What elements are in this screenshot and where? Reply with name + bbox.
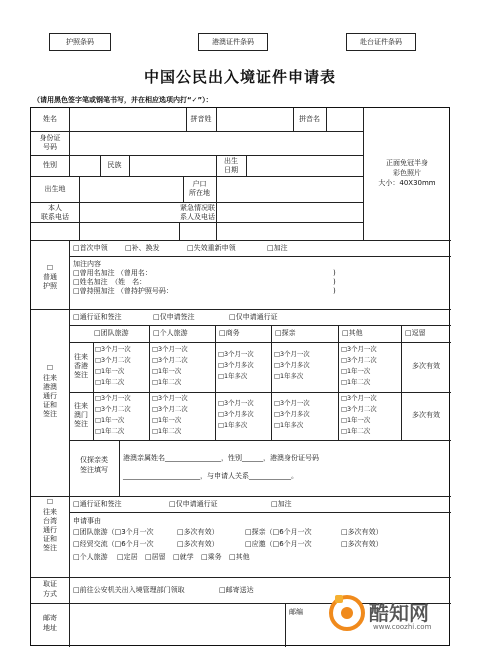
name-label: 姓名 — [43, 115, 57, 123]
id-number-label-1: 身份证 — [39, 134, 61, 142]
site-watermark — [315, 583, 465, 653]
pickup-mail[interactable]: □邮寄送达 — [219, 586, 254, 594]
passport-reissue[interactable]: □补、换发 — [125, 244, 160, 252]
hkmo-cat-group[interactable]: □团队旅游 — [94, 329, 129, 337]
id-number-field[interactable] — [71, 133, 361, 153]
pickup-label-2: 方式 — [43, 590, 57, 598]
endorse-close-2: ) — [333, 278, 336, 286]
hukou-field[interactable] — [218, 178, 361, 200]
hk-family-opt-1[interactable]: □3个月一次 — [274, 350, 310, 358]
passport-first-apply[interactable]: □首次申领 — [73, 244, 108, 252]
birthplace-label: 出生地 — [44, 185, 66, 193]
photo-note-3: 大小：40X30mm — [378, 179, 436, 187]
mo-other-opt-1[interactable]: □3个月一次 — [341, 394, 377, 402]
hkmo-label-3: 通行 — [43, 392, 57, 400]
mo-family-opt-3[interactable]: □1年多次 — [274, 421, 304, 429]
pickup-label-1: 取证 — [43, 580, 57, 588]
hukou-label-2: 所在地 — [189, 189, 210, 197]
taiwan-barcode-box — [346, 33, 416, 51]
passport-barcode-box — [49, 33, 111, 51]
hk-biz-opt-1[interactable]: □3个月一次 — [218, 350, 254, 358]
relative-label-2: 签注填写 — [80, 466, 108, 474]
hkmo-permit-only[interactable]: □仅申请通行证 — [229, 313, 278, 321]
hk-other-opt-4[interactable]: □1年二次 — [341, 378, 371, 386]
mo-indiv-opt-4[interactable]: □1年二次 — [152, 427, 182, 435]
hk-label-3: 签注 — [74, 371, 88, 379]
emergency-field[interactable] — [218, 204, 361, 238]
taiwan-trade[interactable]: □经贸交流（□6个月一次 — [73, 540, 154, 548]
hkmo-cat-family[interactable]: □探亲 — [275, 329, 296, 337]
relative-info-line-2[interactable]: ______________________，与申请人关系____________。 — [123, 472, 298, 480]
mo-stay-multi: 多次有效 — [412, 411, 440, 419]
hkmo-label-1: 往来 — [43, 374, 57, 382]
mo-group-opt-4[interactable]: □1年二次 — [95, 427, 125, 435]
mo-other-opt-4[interactable]: □1年二次 — [341, 427, 371, 435]
passport-barcode-label: 护照条码 — [66, 38, 94, 46]
hk-indiv-opt-3[interactable]: □1年一次 — [152, 367, 182, 375]
ethnicity-field[interactable] — [131, 157, 214, 174]
mo-family-opt-1[interactable]: □3个月一次 — [274, 399, 310, 407]
hk-label-2: 香港 — [74, 362, 88, 370]
mo-family-opt-2[interactable]: □3个月多次 — [274, 410, 310, 418]
hk-family-opt-2[interactable]: □3个月多次 — [274, 361, 310, 369]
mo-label-1: 往来 — [74, 402, 88, 410]
taiwan-permit-only[interactable]: □仅申请通行证 — [169, 500, 218, 508]
taiwan-group-multi[interactable]: □多次有效） — [177, 528, 219, 536]
taiwan-individual[interactable]: □个人旅游 — [73, 553, 108, 561]
endorse-name[interactable]: □姓名加注 （姓 名： — [73, 278, 147, 286]
relative-label-1: 仅探亲类 — [80, 456, 108, 464]
taiwan-group-tour[interactable]: □团队旅游（□3个月一次 — [73, 528, 154, 536]
photo-note-2: 彩色照片 — [393, 169, 421, 177]
mo-group-opt-1[interactable]: □3个月一次 — [95, 394, 131, 402]
form-title: 中国公民出入境证件申请表 — [143, 68, 336, 86]
mail-label-1: 邮寄 — [43, 614, 57, 622]
taiwan-reside[interactable]: □居留 — [145, 553, 166, 561]
hkmo-label-4: 证和 — [43, 401, 57, 409]
hk-indiv-opt-4[interactable]: □1年二次 — [152, 378, 182, 386]
hkmo-label-5: 签注 — [43, 410, 57, 418]
contact-label-1: 本人 — [48, 204, 62, 212]
pinyin-surname-field[interactable] — [219, 110, 289, 129]
taiwan-crew[interactable]: □乘务 — [201, 553, 222, 561]
mail-label-2: 地址 — [43, 624, 57, 632]
mo-label-2: 澳门 — [74, 411, 88, 419]
taiwan-permit-and-endorse[interactable]: □通行证和签注 — [73, 500, 122, 508]
watermark-brand: 酷知网 — [369, 601, 429, 625]
pinyin-given-label: 拼音名 — [299, 115, 320, 123]
mo-other-opt-3[interactable]: □1年一次 — [341, 416, 371, 424]
contact-field[interactable] — [81, 204, 177, 238]
hkmo-cat-business[interactable]: □商务 — [219, 329, 240, 337]
emergency-label-1: 紧急情况联 — [180, 204, 215, 212]
taiwan-label-5: 签注 — [43, 544, 57, 552]
hk-other-opt-1[interactable]: □3个月一次 — [341, 345, 377, 353]
endorse-prior-passport[interactable]: □曾持照加注 （曾持护照号码： — [73, 287, 173, 295]
hkmo-barcode-box — [198, 33, 268, 51]
mo-biz-opt-1[interactable]: □3个月一次 — [218, 399, 254, 407]
hkmo-checkbox-icon[interactable]: ☐ — [46, 364, 54, 372]
relative-info-line-1[interactable]: 港澳亲属姓名________________，性别______，港澳身份证号码 — [123, 454, 319, 462]
taiwan-label-4: 证和 — [43, 535, 57, 543]
passport-checkbox-icon[interactable]: ☐ — [46, 264, 54, 272]
birth-date-label-2: 日期 — [224, 166, 238, 174]
id-number-label-2: 号码 — [43, 143, 57, 151]
taiwan-invited-multi[interactable]: □多次有效） — [341, 540, 383, 548]
mo-other-opt-2[interactable]: □3个月二次 — [341, 405, 377, 413]
watermark-url: www.coozhi.com — [373, 623, 432, 631]
taiwan-settle[interactable]: □定居 — [117, 553, 138, 561]
form-instruction: （请用黑色签字笔或钢笔书写，并在相应选项内打“✓”）： — [33, 96, 213, 104]
mo-biz-opt-2[interactable]: □3个月多次 — [218, 410, 254, 418]
endorse-close-3: ) — [333, 287, 336, 295]
taiwan-label-3: 通行 — [43, 526, 57, 534]
endorse-close-1: ) — [333, 269, 336, 277]
hk-group-opt-2[interactable]: □3个月二次 — [95, 356, 131, 364]
hukou-label-1: 户口 — [192, 180, 207, 188]
birthplace-field[interactable] — [81, 178, 181, 200]
postcode-label: 邮编 — [289, 608, 303, 616]
gender-field[interactable] — [71, 157, 98, 174]
birth-date-field[interactable] — [248, 157, 361, 174]
passport-invalid-reapply[interactable]: □失效重新申领 — [187, 244, 236, 252]
contact-label-2: 联系电话 — [41, 213, 69, 221]
endorse-former-name[interactable]: □曾用名加注 （曾用名： — [73, 269, 152, 277]
mo-biz-opt-3[interactable]: □1年多次 — [218, 421, 248, 429]
pinyin-given-field[interactable] — [329, 110, 361, 129]
taiwan-trade-multi[interactable]: □多次有效） — [177, 540, 219, 548]
ethnicity-label: 民族 — [107, 161, 122, 169]
hk-group-opt-1[interactable]: □3个月一次 — [95, 345, 131, 353]
taiwan-checkbox-icon[interactable]: ☐ — [46, 498, 54, 506]
gender-label: 性别 — [43, 161, 57, 169]
mo-indiv-opt-3[interactable]: □1年一次 — [152, 416, 182, 424]
mail-address-field[interactable] — [72, 606, 282, 644]
mo-indiv-opt-2[interactable]: □3个月二次 — [152, 405, 188, 413]
taiwan-reason-title: 申请事由 — [73, 517, 101, 525]
mo-indiv-opt-1[interactable]: □3个月一次 — [152, 394, 188, 402]
hk-group-opt-4[interactable]: □1年二次 — [95, 378, 125, 386]
taiwan-family-multi[interactable]: □多次有效） — [341, 528, 383, 536]
mo-label-3: 签注 — [74, 420, 88, 428]
photo-note-1: 正面免冠半身 — [386, 159, 428, 167]
taiwan-other[interactable]: □其他 — [229, 553, 250, 561]
hk-indiv-opt-1[interactable]: □3个月一次 — [152, 345, 188, 353]
emergency-label-2: 系人及电话 — [180, 213, 215, 221]
hkmo-cat-individual[interactable]: □个人旅游 — [153, 329, 188, 337]
hk-other-opt-3[interactable]: □1年一次 — [341, 367, 371, 375]
passport-endorse[interactable]: □加注 — [267, 244, 288, 252]
hkmo-cat-stay[interactable]: □逗留 — [405, 329, 426, 337]
taiwan-endorse[interactable]: □加注 — [271, 500, 292, 508]
birth-date-label-1: 出生 — [224, 157, 238, 165]
hk-family-opt-3[interactable]: □1年多次 — [274, 372, 304, 380]
hkmo-cat-other[interactable]: □其他 — [342, 329, 363, 337]
hk-indiv-opt-2[interactable]: □3个月二次 — [152, 356, 188, 364]
name-field[interactable] — [71, 110, 183, 129]
taiwan-family-visit[interactable]: □探亲（□6个月一次 — [245, 528, 312, 536]
hk-other-opt-2[interactable]: □3个月二次 — [341, 356, 377, 364]
hk-biz-opt-3[interactable]: □1年多次 — [218, 372, 248, 380]
taiwan-study[interactable]: □就学 — [173, 553, 194, 561]
hkmo-label-2: 港澳 — [43, 383, 57, 391]
hk-label-1: 往来 — [74, 353, 88, 361]
taiwan-label-1: 往来 — [43, 508, 57, 516]
hk-biz-opt-2[interactable]: □3个月多次 — [218, 361, 254, 369]
taiwan-barcode-label: 赴台证件条码 — [360, 38, 402, 46]
endorse-title: 加注内容 — [73, 260, 101, 268]
hkmo-endorse-only[interactable]: □仅申请签注 — [153, 313, 195, 321]
passport-label-1: 普通 — [43, 273, 57, 281]
mo-group-opt-2[interactable]: □3个月二次 — [95, 405, 131, 413]
hk-stay-multi: 多次有效 — [412, 362, 440, 370]
hkmo-permit-and-endorse[interactable]: □通行证和签注 — [73, 313, 122, 321]
application-form — [30, 107, 450, 646]
photo-area — [365, 158, 449, 188]
pickup-in-person[interactable]: □前往公安机关出入境管理部门领取 — [73, 586, 185, 594]
mo-group-opt-3[interactable]: □1年一次 — [95, 416, 125, 424]
hk-group-opt-3[interactable]: □1年一次 — [95, 367, 125, 375]
taiwan-label-2: 台湾 — [43, 517, 57, 525]
taiwan-invited[interactable]: □应邀（□6个月一次 — [245, 540, 312, 548]
hkmo-barcode-label: 港澳证件条码 — [212, 38, 254, 46]
pinyin-surname-label: 拼音姓 — [190, 115, 212, 123]
passport-label-2: 护照 — [43, 282, 57, 290]
